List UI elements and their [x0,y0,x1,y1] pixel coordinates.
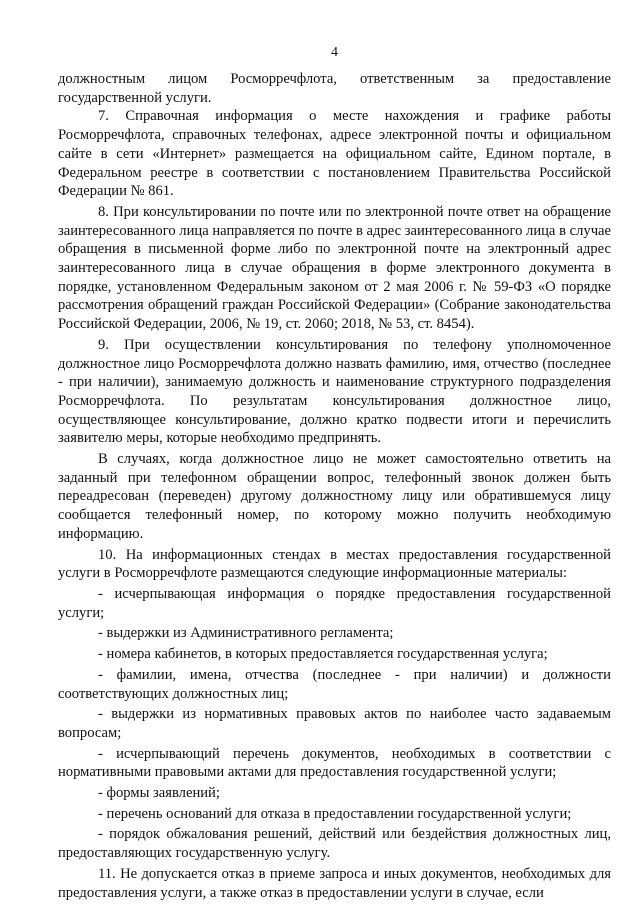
list-item: - исчерпывающий перечень документов, необходимых в соответствии с нормативными правовыми актами для предоставления государственной услуги; [58,745,611,781]
list-item: - исчерпывающая информация о порядке предоставления государственной услуги; [58,585,611,621]
list-item: - выдержки из нормативных правовых актов по наиболее часто задаваемым вопросам; [58,706,611,741]
list-item: - порядок обжалования решений, действий или бездействия должностных лиц, предоставляющих государственную услугу. [58,826,611,862]
paragraph-11: 11. Не допускается отказ в приеме запроса и иных документов, необходимых для предоставления услуги, а также отказ в предоставлении услуги в случае, если [58,865,611,901]
list-item: - выдержки из Административного регламента; [98,625,394,642]
paragraph-10: 10. На информационных стендах в местах предоставления государственной услуги в Росморречфлоте размещаются следующие информационные материалы: [58,546,611,582]
list-item: - формы заявлений; [98,785,220,802]
paragraph-7: 7. Справочная информация о месте нахождения и графике работы Росморречфлота, справочных телефонах, адресе электронной почты и официальном сайте в сети «Интернет» размещается на официальном сайте, Едином портале, в Федеральном реестре в соответствии с постановлением Правительства Российской Федерации № 861. [58,108,611,200]
paragraph-9: 9. При осуществлении консультирования по телефону уполномоченное должностное лицо Росморречфлота должно назвать фамилию, имя, отчество (последнее - при наличии), занимаемую должность и наименование структурного подразделения Росморречфлота. По результатам консультирования должностное лицо, осуществляющее консультирование, должно кратко подвести итоги и перечислить заявителю меры, которые необходимо предпринять. [58,336,611,447]
page-number: 4 [331,45,338,60]
list-item: - перечень оснований для отказа в предоставлении государственной услуги; [98,805,572,822]
paragraph-continuation: должностным лицом Росморречфлота, ответственным за предоставление государственной услуги. [58,71,611,106]
document-body [58,70,611,902]
list-item: - номера кабинетов, в которых предоставляется государственная услуга; [98,646,548,663]
paragraph-8: 8. При консультировании по почте или по электронной почте ответ на обращение заинтересованного лица направляется по почте в адрес заинтересованного лица в случае обращения в письменной форме либо по электронной почте на электронный адрес заинтересованного лица в случае обращения в форме электронного документа в порядке, установленном Федеральным законом от 2 мая 2006 г. № 59-ФЗ «О порядке рассмотрения обращений граждан Российской Федерации» (Собрание законодательства Российской Федерации, 2006, № 19, ст. 2060; 2018, № 53, ст. 8454). [58,203,611,333]
list-item: - фамилии, имена, отчества (последнее - при наличии) и должности соответствующих должностных лиц; [58,666,611,702]
paragraph-9-cont: В случаях, когда должностное лицо не может самостоятельно ответить на заданный при телефонном обращении вопрос, телефонный звонок должен быть переадресован (переведен) другому должностному лицу или обратившемуся лицу сообщается телефонный номер, по которому можно получить необходимую информацию. [58,451,611,542]
